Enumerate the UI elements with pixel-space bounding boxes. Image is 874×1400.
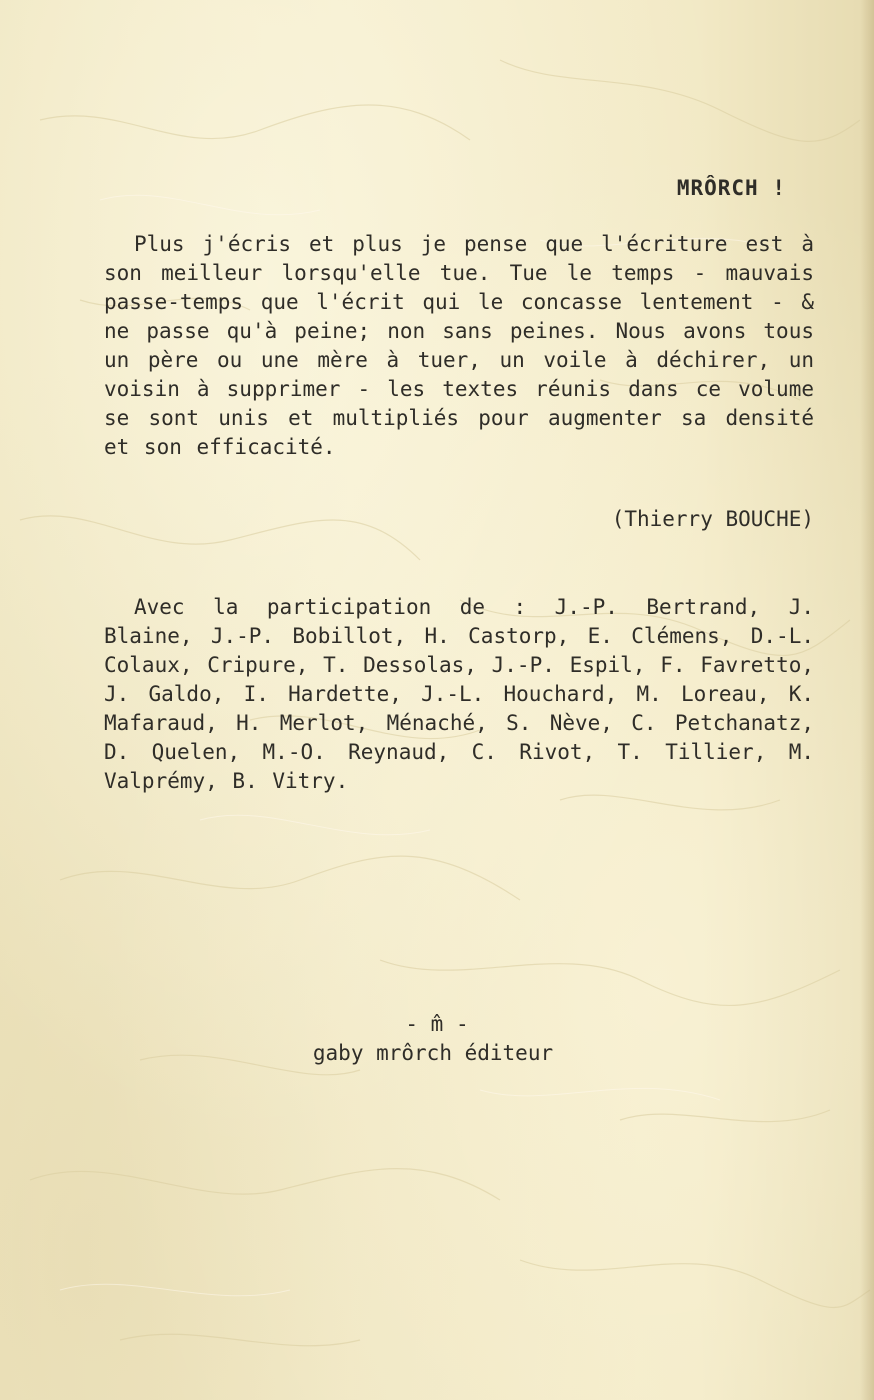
attribution: (Thierry BOUCHE) <box>611 507 814 531</box>
publisher-ornament: - m̂ - <box>405 1012 469 1036</box>
publisher-name: gaby mrôrch éditeur <box>312 1041 554 1065</box>
intro-paragraph: Plus j'écris et plus je pense que l'écriture est à son meilleur lorsqu'elle tue. Tue le temps - mauvais passe-temps que l'écrit qui le concasse lentement - & ne passe qu'à peine; non sans peines. Nous avons tous un père ou une mère à tuer, un voile à déchirer, un voisin à supprimer - les textes réunis dans ce volume se sont unis et multipliés pour augmenter sa densité et son efficacité. <box>104 232 814 459</box>
page-edge-shadow <box>860 0 874 1400</box>
participants-paragraph: Avec la participation de : J.-P. Bertrand, J. Blaine, J.-P. Bobillot, H. Castorp, E. Clémens, D.-L. Colaux, Cripure, T. Dessolas, J.-P. Espil, F. Favretto, J. Galdo, I. Hardette, J.-L. Houchard, M. Loreau, K. Mafaraud, H. Merlot, Ménaché, S. Nève, C. Petchanatz, D. Quelen, M.-O. Reynaud, C. Rivot, T. Tillier, M. Valprémy, B. Vitry. <box>104 595 814 793</box>
heading-title: MRÔRCH ! <box>676 176 786 200</box>
